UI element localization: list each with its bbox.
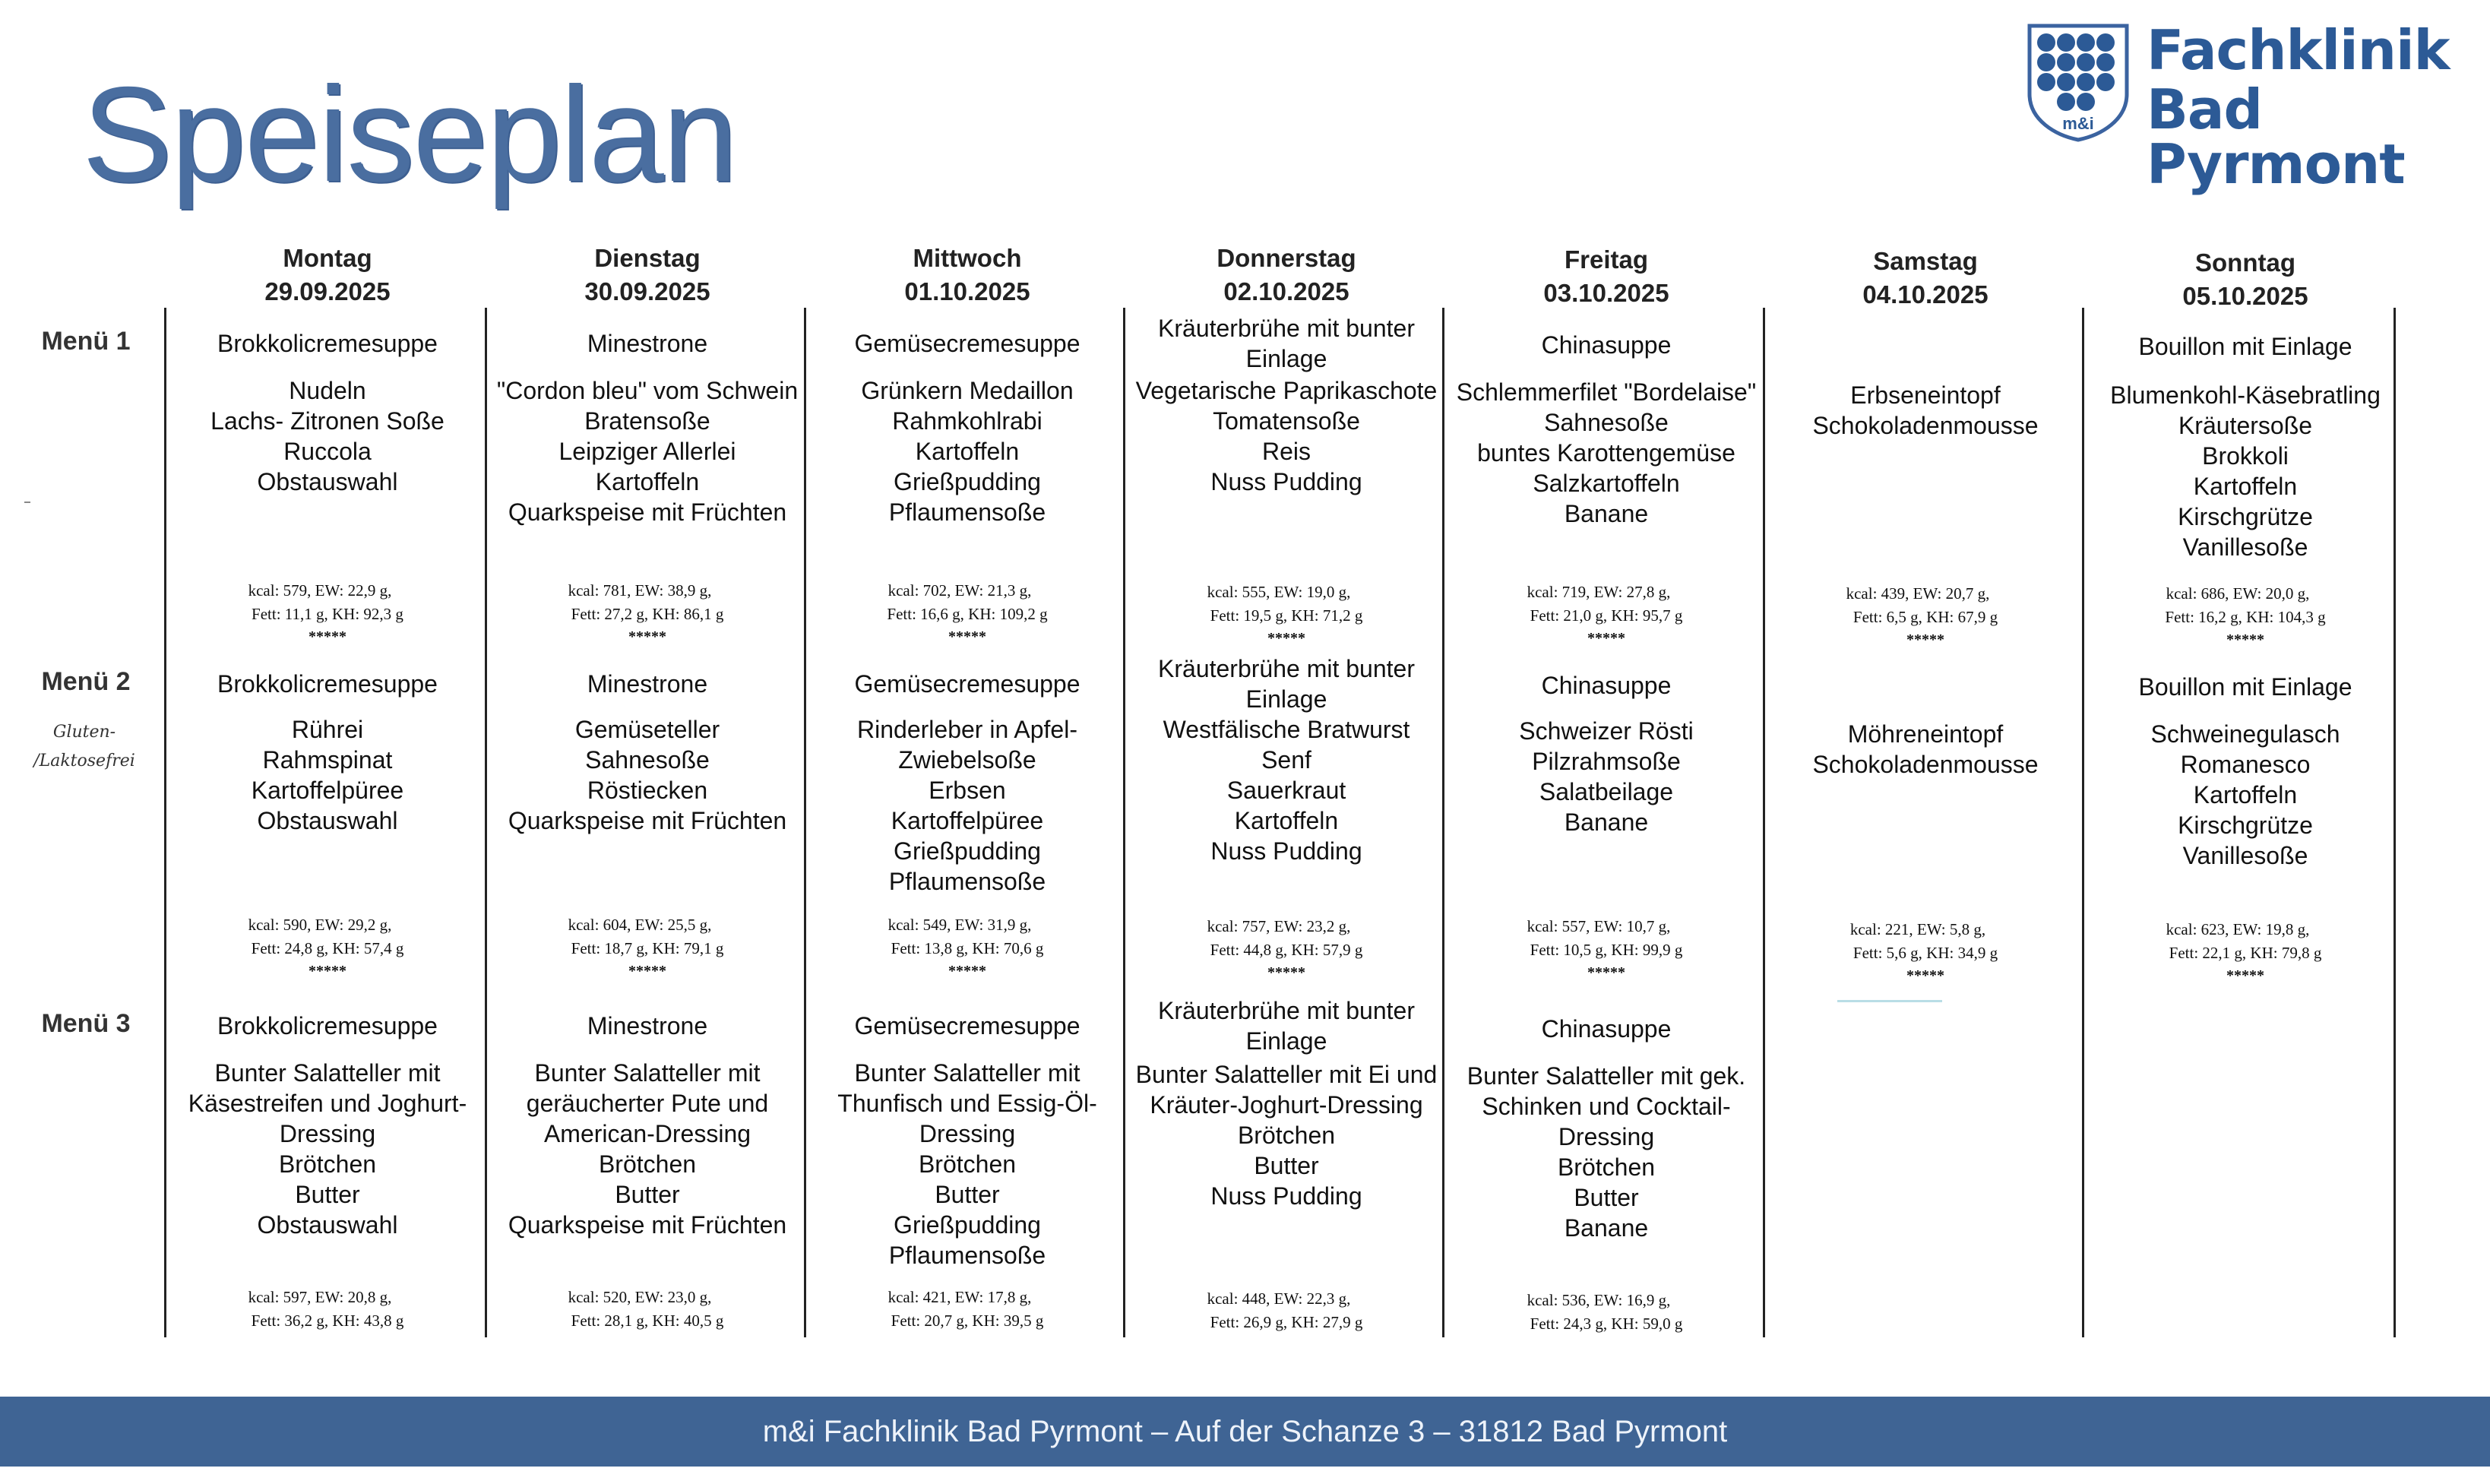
dish-list: Schweinegulasch Romanesco Kartoffeln Kirschgrütze Vanillesoße xyxy=(2150,720,2340,869)
day-header-mittwoch xyxy=(808,242,1127,309)
nutrition-line: kcal: 549, EW: 31,9 g, xyxy=(887,916,1032,934)
soup-item: Minestrone xyxy=(587,330,708,357)
nutrition-line: kcal: 757, EW: 23,2 g, xyxy=(1207,917,1351,935)
nutrition-line: Fett: 20,7 g, KH: 39,5 g xyxy=(891,1312,1044,1330)
day-name: Sonntag xyxy=(2195,248,2295,277)
separator-stars: ***** xyxy=(308,963,346,979)
menu-label: Menü 2 xyxy=(41,667,131,696)
day-header-freitag xyxy=(1447,243,1766,310)
nutrition-line: kcal: 536, EW: 16,9 g, xyxy=(1527,1291,1671,1309)
menu-label: Menü 1 xyxy=(41,327,131,356)
nutrition-line: Fett: 36,2 g, KH: 43,8 g xyxy=(251,1312,404,1330)
nutrition-line: Fett: 16,6 g, KH: 109,2 g xyxy=(887,605,1048,623)
day-header-montag xyxy=(168,242,487,309)
dish-list: Schweizer Rösti Pilzrahmsoße Salatbeilage Banane xyxy=(1519,717,1694,836)
nutrition-line: kcal: 448, EW: 22,3 g, xyxy=(1207,1289,1351,1308)
nutrition-line: kcal: 439, EW: 20,7 g, xyxy=(1846,584,1990,603)
nutrition-line: kcal: 604, EW: 25,5 g, xyxy=(568,916,712,934)
nutrition-line: kcal: 421, EW: 17,8 g, xyxy=(887,1288,1032,1306)
separator-stars: ***** xyxy=(1587,630,1625,647)
dish-list: Erbseneintopf Schokoladenmousse xyxy=(1812,381,2039,439)
dish-list: Westfälische Bratwurst Senf Sauerkraut Kartoffeln Nuss Pudding xyxy=(1163,716,1410,865)
dish-list: Bunter Salatteller mit Ei und Kräuter-Joghurt-Dressing Brötchen Butter Nuss Pudding xyxy=(1135,1061,1438,1210)
dish-list: Gemüseteller Sahnesoße Röstiecken Quarkspeise mit Früchten xyxy=(508,716,787,834)
separator-stars: ***** xyxy=(308,628,346,645)
day-date: 29.09.2025 xyxy=(264,277,391,305)
nutrition-line: kcal: 590, EW: 29,2 g, xyxy=(248,916,392,934)
soup-item: Chinasuppe xyxy=(1541,672,1672,699)
dish-list: Schlemmerfilet "Bordelaise" Sahnesoße buntes Karottengemüse Salzkartoffeln Banane xyxy=(1456,378,1757,527)
nutrition-line: Fett: 21,0 g, KH: 95,7 g xyxy=(1530,606,1683,625)
nutrition-line: Fett: 10,5 g, KH: 99,9 g xyxy=(1530,941,1683,959)
separator-stars: ***** xyxy=(948,628,986,645)
separator-stars: ***** xyxy=(1267,964,1305,981)
logo-emblem-text: m&i xyxy=(2062,114,2094,133)
nutrition-line: Fett: 24,8 g, KH: 57,4 g xyxy=(251,939,404,957)
day-date: 04.10.2025 xyxy=(1862,280,1989,309)
nutrition-line: Fett: 19,5 g, KH: 71,2 g xyxy=(1210,606,1363,625)
nutrition-line: kcal: 719, EW: 27,8 g, xyxy=(1527,583,1671,601)
dish-list: Möhreneintopf Schokoladenmousse xyxy=(1812,720,2039,778)
dish-list: Vegetarische Paprikaschote Tomatensoße Reis Nuss Pudding xyxy=(1135,377,1438,495)
day-date: 05.10.2025 xyxy=(2182,282,2308,310)
nutrition-line: Fett: 27,2 g, KH: 86,1 g xyxy=(571,605,724,623)
soup-item: Bouillon mit Einlage xyxy=(2138,673,2352,701)
dish-list: Bunter Salatteller mit geräucherter Pute und American-Dressing Brötchen Butter Quarkspeise mit Früchten xyxy=(508,1059,787,1239)
soup-item: Kräuterbrühe mit bunter Einlage xyxy=(1158,997,1415,1055)
footer-address: m&i Fachklinik Bad Pyrmont – Auf der Schanze 3 – 31812 Bad Pyrmont xyxy=(0,1397,2490,1467)
separator-stars: ***** xyxy=(1906,631,1944,648)
day-header-donnerstag xyxy=(1127,242,1446,309)
day-date: 03.10.2025 xyxy=(1543,279,1669,307)
soup-item: Kräuterbrühe mit bunter Einlage xyxy=(1158,315,1415,372)
day-header-samstag xyxy=(1766,245,2085,312)
column-divider xyxy=(164,308,166,1337)
dish-list: Nudeln Lachs- Zitronen Soße Ruccola Obstauswahl xyxy=(210,377,445,495)
separator-stars: ***** xyxy=(1587,964,1625,981)
soup-item: Minestrone xyxy=(587,1012,708,1039)
day-name: Freitag xyxy=(1564,245,1649,274)
logo-text-line2: Bad Pyrmont xyxy=(2147,78,2405,196)
nutrition-line: Fett: 13,8 g, KH: 70,6 g xyxy=(891,939,1044,957)
soup-item: Chinasuppe xyxy=(1541,1015,1672,1043)
dish-list: Bunter Salatteller mit gek. Schinken und Cocktail- Dressing Brötchen Butter Banane xyxy=(1466,1062,1746,1242)
nutrition-line: kcal: 520, EW: 23,0 g, xyxy=(568,1288,712,1306)
nutrition-line: Fett: 16,2 g, KH: 104,3 g xyxy=(2165,608,2326,626)
day-header-sonntag xyxy=(2086,246,2405,313)
nutrition-line: Fett: 11,1 g, KH: 92,3 g xyxy=(252,605,403,623)
nutrition-line: kcal: 686, EW: 20,0 g, xyxy=(2166,584,2310,603)
separator-stars: ***** xyxy=(2226,631,2264,648)
separator-stars: ***** xyxy=(628,628,666,645)
soup-item: Kräuterbrühe mit bunter Einlage xyxy=(1158,655,1415,713)
separator-stars: ***** xyxy=(2226,967,2264,984)
dish-list: Blumenkohl-Käsebratling Kräutersoße Brokkoli Kartoffeln Kirschgrütze Vanillesoße xyxy=(2110,381,2381,561)
nutrition-line: Fett: 44,8 g, KH: 57,9 g xyxy=(1210,941,1363,959)
separator-stars: ***** xyxy=(948,963,986,979)
logo-text-line1: Fachklinik xyxy=(2147,18,2450,82)
nutrition-line: Fett: 28,1 g, KH: 40,5 g xyxy=(571,1312,724,1330)
soup-item: Gemüsecremesuppe xyxy=(854,670,1080,698)
soup-item: Brokkolicremesuppe xyxy=(217,1012,438,1039)
soup-item: Brokkolicremesuppe xyxy=(217,670,438,698)
nutrition-line: Fett: 26,9 g, KH: 27,9 g xyxy=(1210,1313,1363,1331)
nutrition-line: Fett: 18,7 g, KH: 79,1 g xyxy=(571,939,724,957)
nutrition-line: Fett: 5,6 g, KH: 34,9 g xyxy=(1852,944,1998,962)
nutrition-line: kcal: 597, EW: 20,8 g, xyxy=(248,1288,392,1306)
soup-item: Brokkolicremesuppe xyxy=(217,330,438,357)
menu-label: Menü 3 xyxy=(41,1009,131,1038)
dish-list: Bunter Salatteller mit Thunfisch und Essig-Öl- Dressing Brötchen Butter Grießpudding Pflaumensoße xyxy=(837,1059,1097,1269)
nutrition-line: kcal: 702, EW: 21,3 g, xyxy=(887,581,1032,600)
separator-stars: ***** xyxy=(628,963,666,979)
divider-line xyxy=(1837,1000,1942,1002)
separator-stars: ***** xyxy=(1267,630,1305,647)
nutrition-line: kcal: 555, EW: 19,0 g, xyxy=(1207,583,1351,601)
nutrition-line: kcal: 781, EW: 38,9 g, xyxy=(568,581,712,600)
page-title: Speiseplan xyxy=(82,59,736,210)
soup-item: Gemüsecremesuppe xyxy=(854,330,1080,357)
soup-item: Bouillon mit Einlage xyxy=(2138,333,2352,360)
day-name: Donnerstag xyxy=(1217,244,1356,272)
day-name: Dienstag xyxy=(594,244,701,272)
day-name: Samstag xyxy=(1873,247,1978,275)
dish-list: Bunter Salatteller mit Käsestreifen und Joghurt- Dressing Brötchen Butter Obstauswahl xyxy=(188,1059,467,1239)
day-date: 01.10.2025 xyxy=(904,277,1030,305)
day-date: 30.09.2025 xyxy=(584,277,710,305)
nutrition-line: Fett: 24,3 g, KH: 59,0 g xyxy=(1530,1315,1683,1333)
day-name: Montag xyxy=(283,244,372,272)
separator-stars: ***** xyxy=(1906,967,1944,984)
menu-note: Gluten- /Laktosefrei xyxy=(33,723,135,770)
nutrition-line: kcal: 557, EW: 10,7 g, xyxy=(1527,917,1671,935)
column-divider xyxy=(2082,308,2084,1337)
dish-list: "Cordon bleu" vom Schwein Bratensoße Leipziger Allerlei Kartoffeln Quarkspeise mit Früchten xyxy=(496,377,799,526)
soup-item: Chinasuppe xyxy=(1541,331,1672,359)
dish-list: Rührei Rahmspinat Kartoffelpüree Obstauswahl xyxy=(251,716,404,834)
soup-item: Gemüsecremesuppe xyxy=(854,1012,1080,1039)
nutrition-line: kcal: 623, EW: 19,8 g, xyxy=(2166,920,2310,938)
nutrition-line: Fett: 22,1 g, KH: 79,8 g xyxy=(2169,944,2322,962)
dish-list: Rinderleber in Apfel- Zwiebelsoße Erbsen Kartoffelpüree Grießpudding Pflaumensoße xyxy=(857,716,1077,895)
nutrition-line: kcal: 579, EW: 22,9 g, xyxy=(248,581,392,600)
day-name: Mittwoch xyxy=(913,244,1022,272)
dish-list: Grünkern Medaillon Rahmkohlrabi Kartoffeln Grießpudding Pflaumensoße xyxy=(861,377,1074,526)
soup-item: Minestrone xyxy=(587,670,708,698)
nutrition-line: kcal: 221, EW: 5,8 g, xyxy=(1849,920,1986,938)
nutrition-line: Fett: 6,5 g, KH: 67,9 g xyxy=(1852,608,1998,626)
day-date: 02.10.2025 xyxy=(1223,277,1349,305)
day-header-dienstag xyxy=(488,242,807,309)
